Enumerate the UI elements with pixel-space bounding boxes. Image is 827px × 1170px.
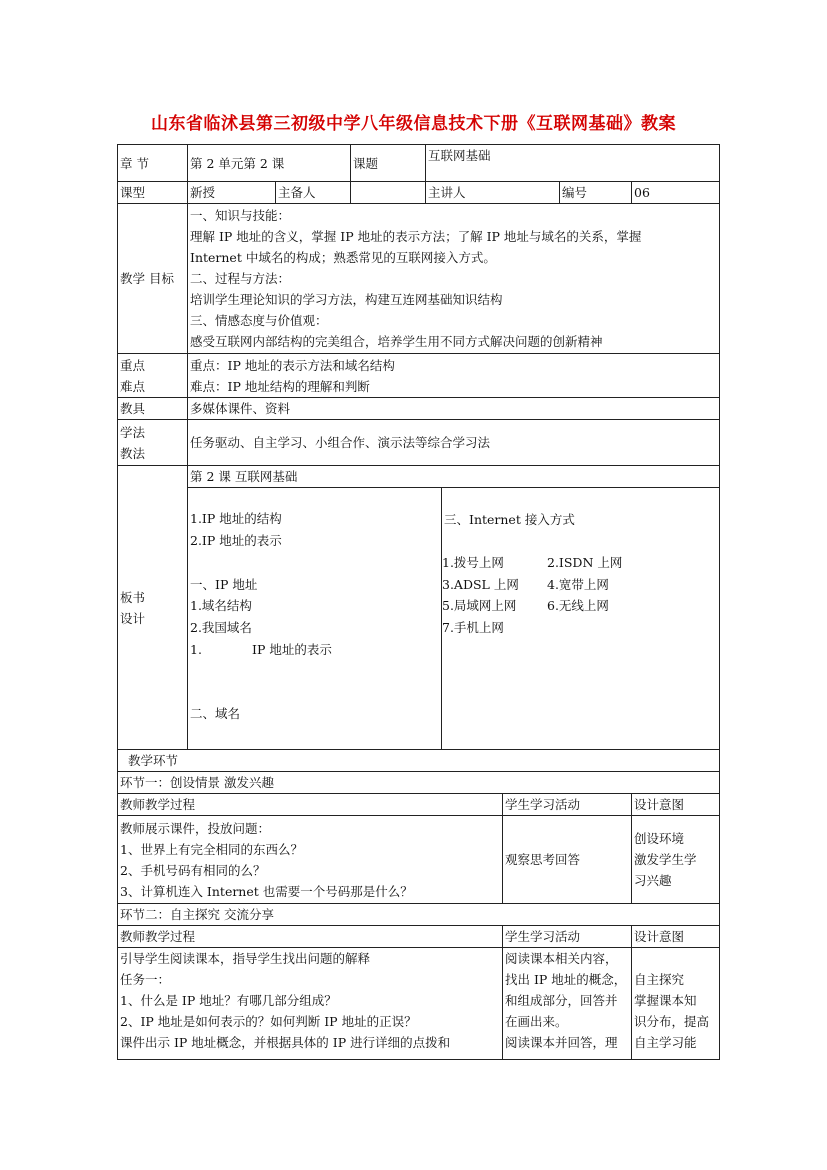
board-item: 7.手机上网 [442,620,504,635]
stage2-content-row [118,948,720,1060]
goals-line: 培训学生理论知识的学习方法，构建互连网基础知识结构 [190,292,503,307]
board-item: 4.宽带上网 [547,577,609,592]
stage1-title-row [118,772,720,794]
key-points-label [118,354,188,398]
student-line: 和组成部分，回答并 [505,993,618,1008]
difficulty-label: 难点 [120,378,146,394]
board-item: 5.局域网上网 [442,598,517,613]
learning-method-label: 学法 [120,424,146,440]
intent-column-header: 设计意图 [632,794,720,816]
student-line: 阅读课本相关内容， [505,951,618,966]
board-item: 一、IP 地址 [190,577,258,592]
preparer-value [351,182,426,204]
stage1-teacher [118,816,503,904]
tools-value: 多媒体课件、资料 [188,398,720,420]
board-item: 2.我国域名 [190,620,252,635]
type-value: 新授 [188,182,276,204]
teacher-column-header: 教师教学过程 [118,794,503,816]
board-label-1: 板书 [120,589,146,605]
number-value: 06 [632,182,720,204]
board-item: 2.IP 地址的表示 [190,533,282,548]
stage2-header-row [118,926,720,948]
goals-line: 感受互联网内部结构的完美组合，培养学生用不同方式解决问题的创新精神 [190,334,603,349]
student-line: 阅读课本并回答，理 [505,1035,618,1050]
stage2-student [503,948,632,1060]
board-row [118,466,720,750]
speaker-label: 主讲人 [426,182,560,204]
board-label [118,466,188,750]
key-points-content [188,354,720,398]
teacher-line: 教师展示课件，投放问题： [120,820,271,836]
document-title: 山东省临沭县第三初级中学八年级信息技术下册《互联网基础》教案 [151,114,676,134]
stage2-teacher [118,948,503,1060]
teacher-line: 引导学生阅读课本，指导学生找出问题的解释 [120,951,371,966]
goals-line: 三、情感态度与价值观： [190,313,328,328]
teacher-line: 2、手机号码有相同的么？ [120,862,266,878]
student-column-header: 学生学习活动 [503,794,632,816]
board-item: 3.ADSL 上网 [442,577,519,592]
tools-row [118,398,720,420]
intent-line: 自主探究 [634,972,685,987]
course-type-row [118,182,720,204]
goals-content [188,204,720,354]
stage1-title: 环节一：创设情景 激发兴趣 [118,772,720,794]
intent-line: 识分布，提高 [634,1014,710,1029]
teacher-column-header: 教师教学过程 [118,926,503,948]
intent-line: 创设环境 [634,831,685,846]
stage2-title-row [118,904,720,926]
goals-line: 一、知识与技能： [190,208,291,223]
chapter-row [118,145,720,182]
board-item: 6.无线上网 [547,598,609,613]
stage2-intent [632,948,720,1060]
stage2-title: 环节二：自主探究 交流分享 [118,904,720,926]
intent-line: 激发学生学 [634,852,697,867]
board-item: 2.ISDN 上网 [547,555,623,570]
type-label: 课型 [118,182,188,204]
student-column-header: 学生学习活动 [503,926,632,948]
lesson-plan-table [117,144,720,1060]
student-line: 在画出来。 [505,1014,568,1029]
student-line: 找出 IP 地址的概念， [505,972,627,987]
teacher-line: 1、世界上有完全相同的东西么？ [120,841,303,857]
methods-row [118,420,720,466]
board-item: IP 地址的表示 [252,642,332,657]
teaching-method-label: 教法 [120,445,146,461]
board-item: 三、Internet 接入方式 [444,512,575,527]
key-points-row [118,354,720,398]
teacher-line: 2、IP 地址是如何表示的？如何判断 IP 地址的正误？ [120,1014,417,1029]
goals-row [118,204,720,354]
process-title-row [118,750,720,772]
goals-line: 二、过程与方法： [190,271,291,286]
intent-line: 自主学习能 [634,1035,697,1050]
board-item: 二、域名 [190,706,241,721]
intent-column-header: 设计意图 [632,926,720,948]
board-item-number: 1. [190,642,202,657]
board-left-panel [188,488,442,749]
preparer-label: 主备人 [276,182,351,204]
board-right-panel [442,488,719,749]
topic-label: 课题 [351,145,426,182]
goals-label: 教学 目标 [118,204,188,354]
methods-value: 任务驱动、自主学习、小组合作、演示法等综合学习法 [188,420,720,466]
difficulty-text: 难点：IP 地址结构的理解和判断 [190,378,370,394]
board-label-2: 设计 [120,610,146,626]
focus-label: 重点 [120,357,146,373]
board-item: 1.域名结构 [190,598,252,613]
chapter-label: 章 节 [118,145,188,182]
goals-line: 理解 IP 地址的含义，掌握 IP 地址的表示方法；了解 IP 地址与域名的关系，掌握 [190,229,642,244]
board-item: 1.拨号上网 [442,555,504,570]
teacher-line: 任务一： [120,972,171,987]
board-heading: 第 2 课 互联网基础 [188,466,719,488]
intent-line: 掌握课本知 [634,993,697,1008]
chapter-value: 第 2 单元第 2 课 [188,145,351,182]
number-label: 编号 [560,182,632,204]
tools-label: 教具 [118,398,188,420]
stage1-header-row [118,794,720,816]
teacher-line: 课件出示 IP 地址概念，并根据具体的 IP 进行详细的点拨和 [120,1035,451,1050]
board-content [188,466,720,750]
process-title: 教学环节 [118,750,720,772]
board-item: 1.IP 地址的结构 [190,511,282,526]
teacher-line: 1、什么是 IP 地址？有哪几部分组成？ [120,993,337,1008]
teacher-line: 3、计算机连入 Internet 也需要一个号码那是什么？ [120,883,413,899]
stage1-content-row [118,816,720,904]
goals-line: Internet 中域名的构成；熟悉常见的互联网接入方式。 [190,250,496,265]
methods-label [118,420,188,466]
intent-line: 习兴趣 [634,873,672,888]
stage1-intent [632,816,720,904]
focus-text: 重点：IP 地址的表示方法和域名结构 [190,357,395,373]
topic-value: 互联网基础 [426,145,720,182]
stage1-student: 观察思考回答 [503,816,632,904]
